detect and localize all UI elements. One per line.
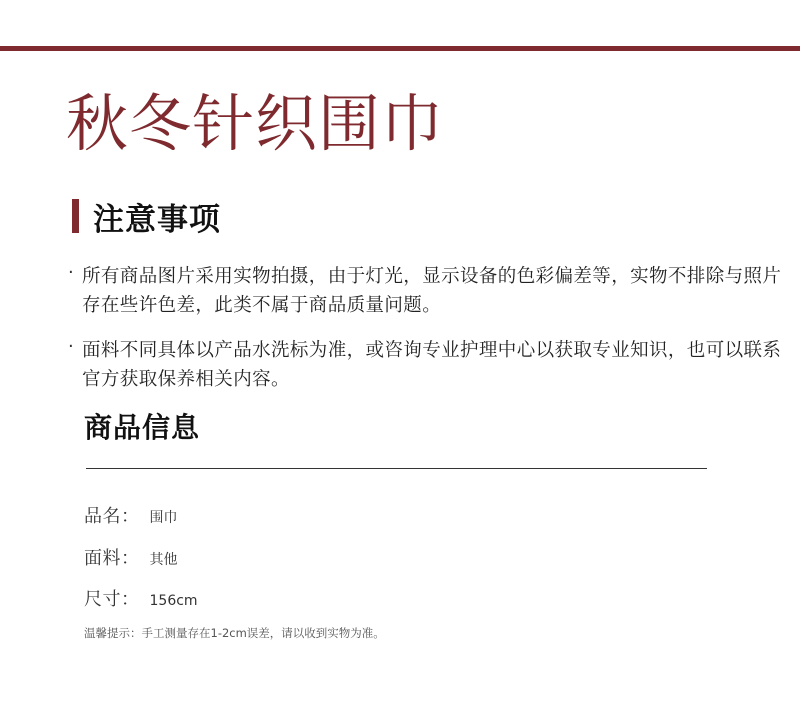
spec-row-fabric — [84, 544, 178, 570]
spec-row-name — [84, 502, 178, 528]
measurement-tip: 温馨提示：手工测量存在1-2cm误差，请以收到实物为准。 — [84, 626, 385, 640]
spec-label: 品名： — [84, 506, 140, 527]
spec-value: 其他 — [149, 552, 178, 568]
notice-item — [68, 336, 788, 394]
bullet-dot-icon: · — [68, 336, 74, 357]
accent-bar — [72, 199, 79, 233]
notice-list — [68, 262, 788, 410]
top-divider — [0, 46, 800, 51]
spec-row-size — [84, 585, 198, 611]
page-title: 秋冬针织围巾 — [66, 87, 445, 160]
notice-heading — [72, 196, 221, 236]
notice-text: 所有商品图片采用实物拍摄，由于灯光，显示设备的色彩偏差等，实物不排除与照片存在些许色差，此类不属于商品质量问题。 — [82, 266, 782, 316]
notice-text: 面料不同具体以产品水洗标为准，或咨询专业护理中心以获取专业知识，也可以联系官方获取保养相关内容。 — [82, 340, 782, 390]
product-info-title: 商品信息 — [84, 411, 201, 444]
notice-title: 注意事项 — [93, 201, 221, 238]
spec-label: 尺寸： — [84, 589, 140, 610]
product-info-divider — [86, 468, 707, 469]
spec-label: 面料： — [84, 548, 140, 569]
spec-value: 围巾 — [149, 510, 178, 526]
notice-item — [68, 262, 788, 320]
spec-value: 156cm — [149, 593, 198, 609]
bullet-dot-icon: · — [68, 262, 74, 283]
